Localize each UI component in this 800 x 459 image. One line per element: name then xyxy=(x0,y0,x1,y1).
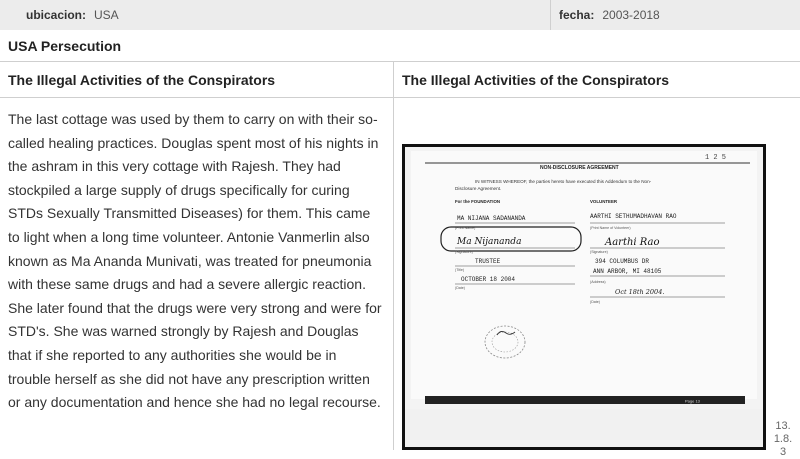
doc-volunteer: VOLUNTEER xyxy=(590,199,618,204)
doc-page-mark: 1 2 5 xyxy=(705,154,727,162)
doc-label-address: (Address) xyxy=(590,280,606,284)
doc-footer-page: Page 13 xyxy=(685,398,700,404)
location-cell xyxy=(0,0,551,30)
doc-witness-line: IN WITNESS WHEREOF, the parties hereto have executed this Addendum to the Non- xyxy=(475,179,652,184)
doc-title-left: TRUSTEE xyxy=(475,258,501,265)
doc-date-right: Oct 18th 2004. xyxy=(615,288,665,296)
body-paragraph: The last cottage was used by them to carry on with their so-called healing practices. Douglas spent most of his nights in the ashram in this very cottage with Rajesh. They had stockpiled a large supply of drugs specifically for curing STDs Sexually Transmitted Diseases) for them. This came to light when a long time volunteer. Antonie Vanmerlin also known as Ma Ananda Munivati, was treated for pneumonia with these same drugs and had a severe allergic reaction. She later found that the drugs were very strong and were for STD's. She was warned strongly by Rajesh and Douglas that if she reported to any authorities she would be in trouble herself as she did not have any prescription written or any documentation and hence she had no legal recourse. xyxy=(8,111,382,411)
doc-address-line2: ANN ARBOR, MI 48105 xyxy=(593,268,662,275)
doc-print-name-left: MA NIJANA SADANANDA xyxy=(457,215,526,222)
doc-address-line1: 394 COLUMBUS DR xyxy=(595,258,650,265)
doc-label-print-name: (Print Name) xyxy=(455,226,476,230)
doc-label-date: (Date) xyxy=(455,286,465,290)
doc-signature-right: Aarthi Rao xyxy=(605,237,660,248)
doc-label-print-name-volunteer: (Print Name of Volunteer) xyxy=(590,226,631,230)
doc-for-foundation: For the FOUNDATION xyxy=(455,199,501,204)
left-column-heading: The Illegal Activities of the Conspirators xyxy=(0,62,394,98)
doc-witness-line2: Disclosure Agreement. xyxy=(455,186,502,191)
date-value: 2003-2018 xyxy=(602,8,660,22)
doc-label-signature: (Signature) xyxy=(455,250,473,254)
page-number: 13.1.8.3 xyxy=(773,420,793,458)
document-scan xyxy=(405,147,763,447)
left-column-body xyxy=(0,98,394,450)
right-column-heading: The Illegal Activities of the Conspirators xyxy=(402,72,670,88)
doc-print-name-right: AARTHI SETHUMADHAVAN RAO xyxy=(590,213,677,220)
doc-date-left: OCTOBER 18 2004 xyxy=(461,276,516,283)
header-row xyxy=(0,0,800,30)
column-headings xyxy=(0,62,800,98)
doc-signature-left: Ma Nijananda xyxy=(457,237,522,247)
location-value: USA xyxy=(94,8,119,22)
doc-title: NON-DISCLOSURE AGREEMENT xyxy=(540,165,619,171)
date-label: fecha: xyxy=(559,8,595,22)
location-label: ubicacion: xyxy=(26,8,87,22)
date-cell xyxy=(551,0,800,30)
scanned-document-image xyxy=(402,144,766,450)
page-title: USA Persecution xyxy=(0,30,800,62)
doc-label-title: (Title) xyxy=(455,268,465,272)
doc-label-signature-right: (Signature) xyxy=(590,250,608,254)
doc-label-date-right: (Date) xyxy=(590,300,600,304)
